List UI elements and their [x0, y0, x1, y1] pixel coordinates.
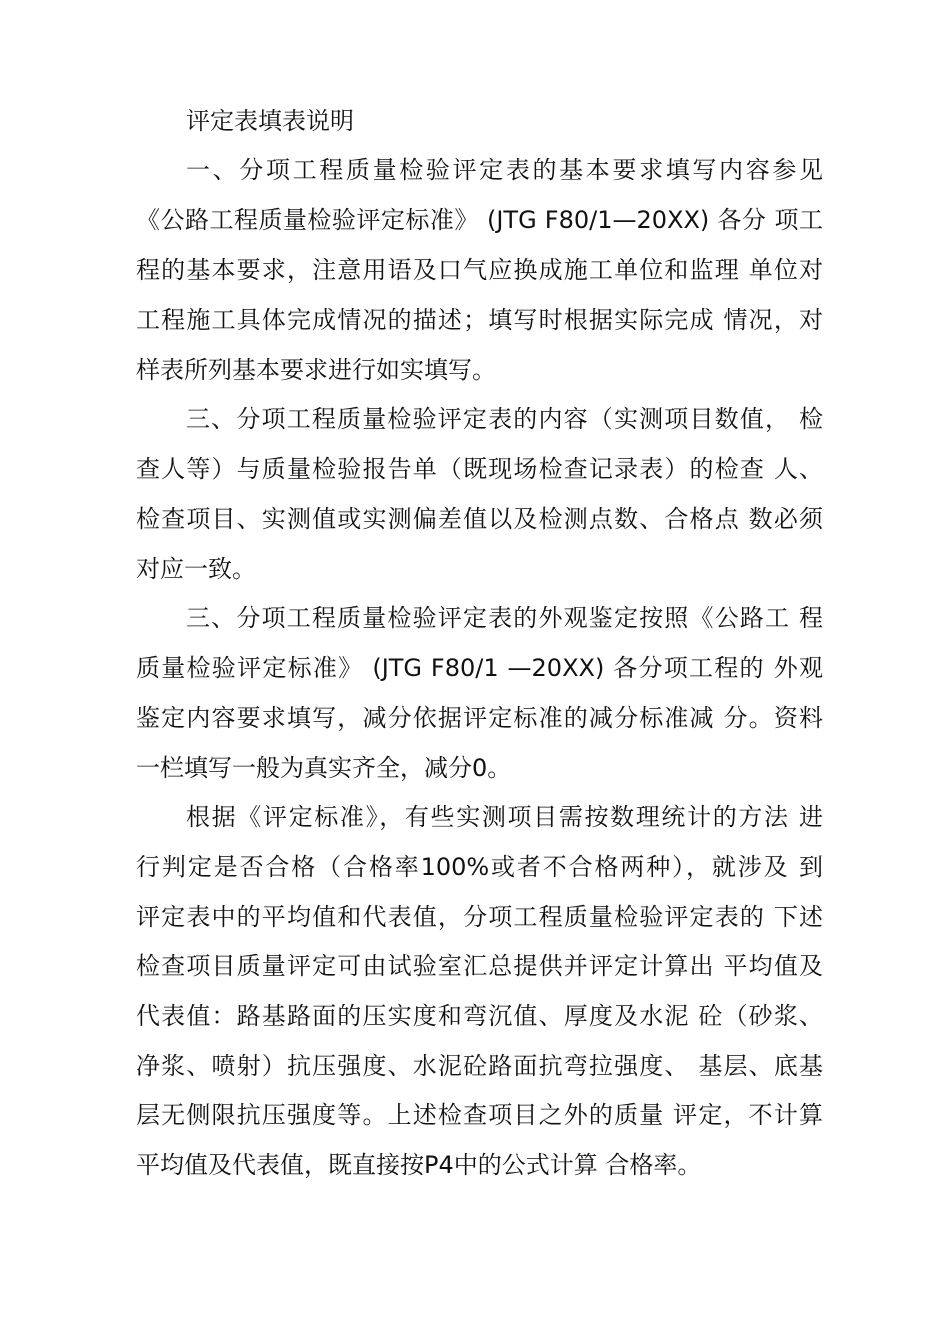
paragraph-line: 鉴定内容要求填写，减分依据评定标准的减分标准减 分。资料 — [136, 704, 823, 732]
paragraph-line: 评定表中的平均值和代表值，分项工程质量检验评定表的 下述 — [136, 903, 823, 931]
paragraph-line: 对应一致。 — [136, 555, 256, 583]
paragraph-line: 检查项目质量评定可由试验室汇总提供并评定计算出 平均值及 — [136, 952, 823, 980]
paragraph-line: 平均值及代表值，既直接按P4中的公式计算 合格率。 — [136, 1151, 702, 1179]
paragraph-line: 三、分项工程质量检验评定表的外观鉴定按照《公路工 程 — [186, 604, 823, 632]
paragraph-line: 程的基本要求，注意用语及口气应换成施工单位和监理 单位对 — [136, 256, 823, 284]
paragraph-line: 一栏填写一般为真实齐全，减分0。 — [136, 754, 512, 782]
paragraph-line: 代表值：路基路面的压实度和弯沉值、厚度及水泥 砼（砂浆、 — [136, 1002, 823, 1030]
paragraph-line: 行判定是否合格（合格率100%或者不合格两种），就涉及 到 — [136, 853, 823, 881]
paragraph-line: 一、分项工程质量检验评定表的基本要求填写内容参见 — [186, 156, 823, 184]
paragraph-line: 样表所列基本要求进行如实填写。 — [136, 356, 496, 384]
paragraph-line: 根据《评定标准》，有些实测项目需按数理统计的方法 进 — [186, 803, 823, 831]
paragraph-line: 净浆、喷射）抗压强度、水泥砼路面抗弯拉强度、 基层、底基 — [136, 1052, 823, 1080]
paragraph-line: 查人等）与质量检验报告单（既现场检查记录表）的检查 人、 — [136, 455, 823, 483]
paragraph-line: 工程施工具体完成情况的描述；填写时根据实际完成 情况，对 — [136, 306, 823, 334]
paragraph-line: 《公路工程质量检验评定标准》 (JTG F80/1—20XX) 各分 项工 — [136, 206, 823, 234]
document-title: 评定表填表说明 — [186, 107, 354, 135]
paragraph-line: 质量检验评定标准》 (JTG F80/1 —20XX) 各分项工程的 外观 — [136, 654, 823, 682]
paragraph-line: 检查项目、实测值或实测偏差值以及检测点数、合格点 数必须 — [136, 505, 823, 533]
paragraph-line: 三、分项工程质量检验评定表的内容（实测项目数值， 检 — [186, 405, 823, 433]
paragraph-line: 层无侧限抗压强度等。上述检查项目之外的质量 评定，不计算 — [136, 1101, 823, 1129]
